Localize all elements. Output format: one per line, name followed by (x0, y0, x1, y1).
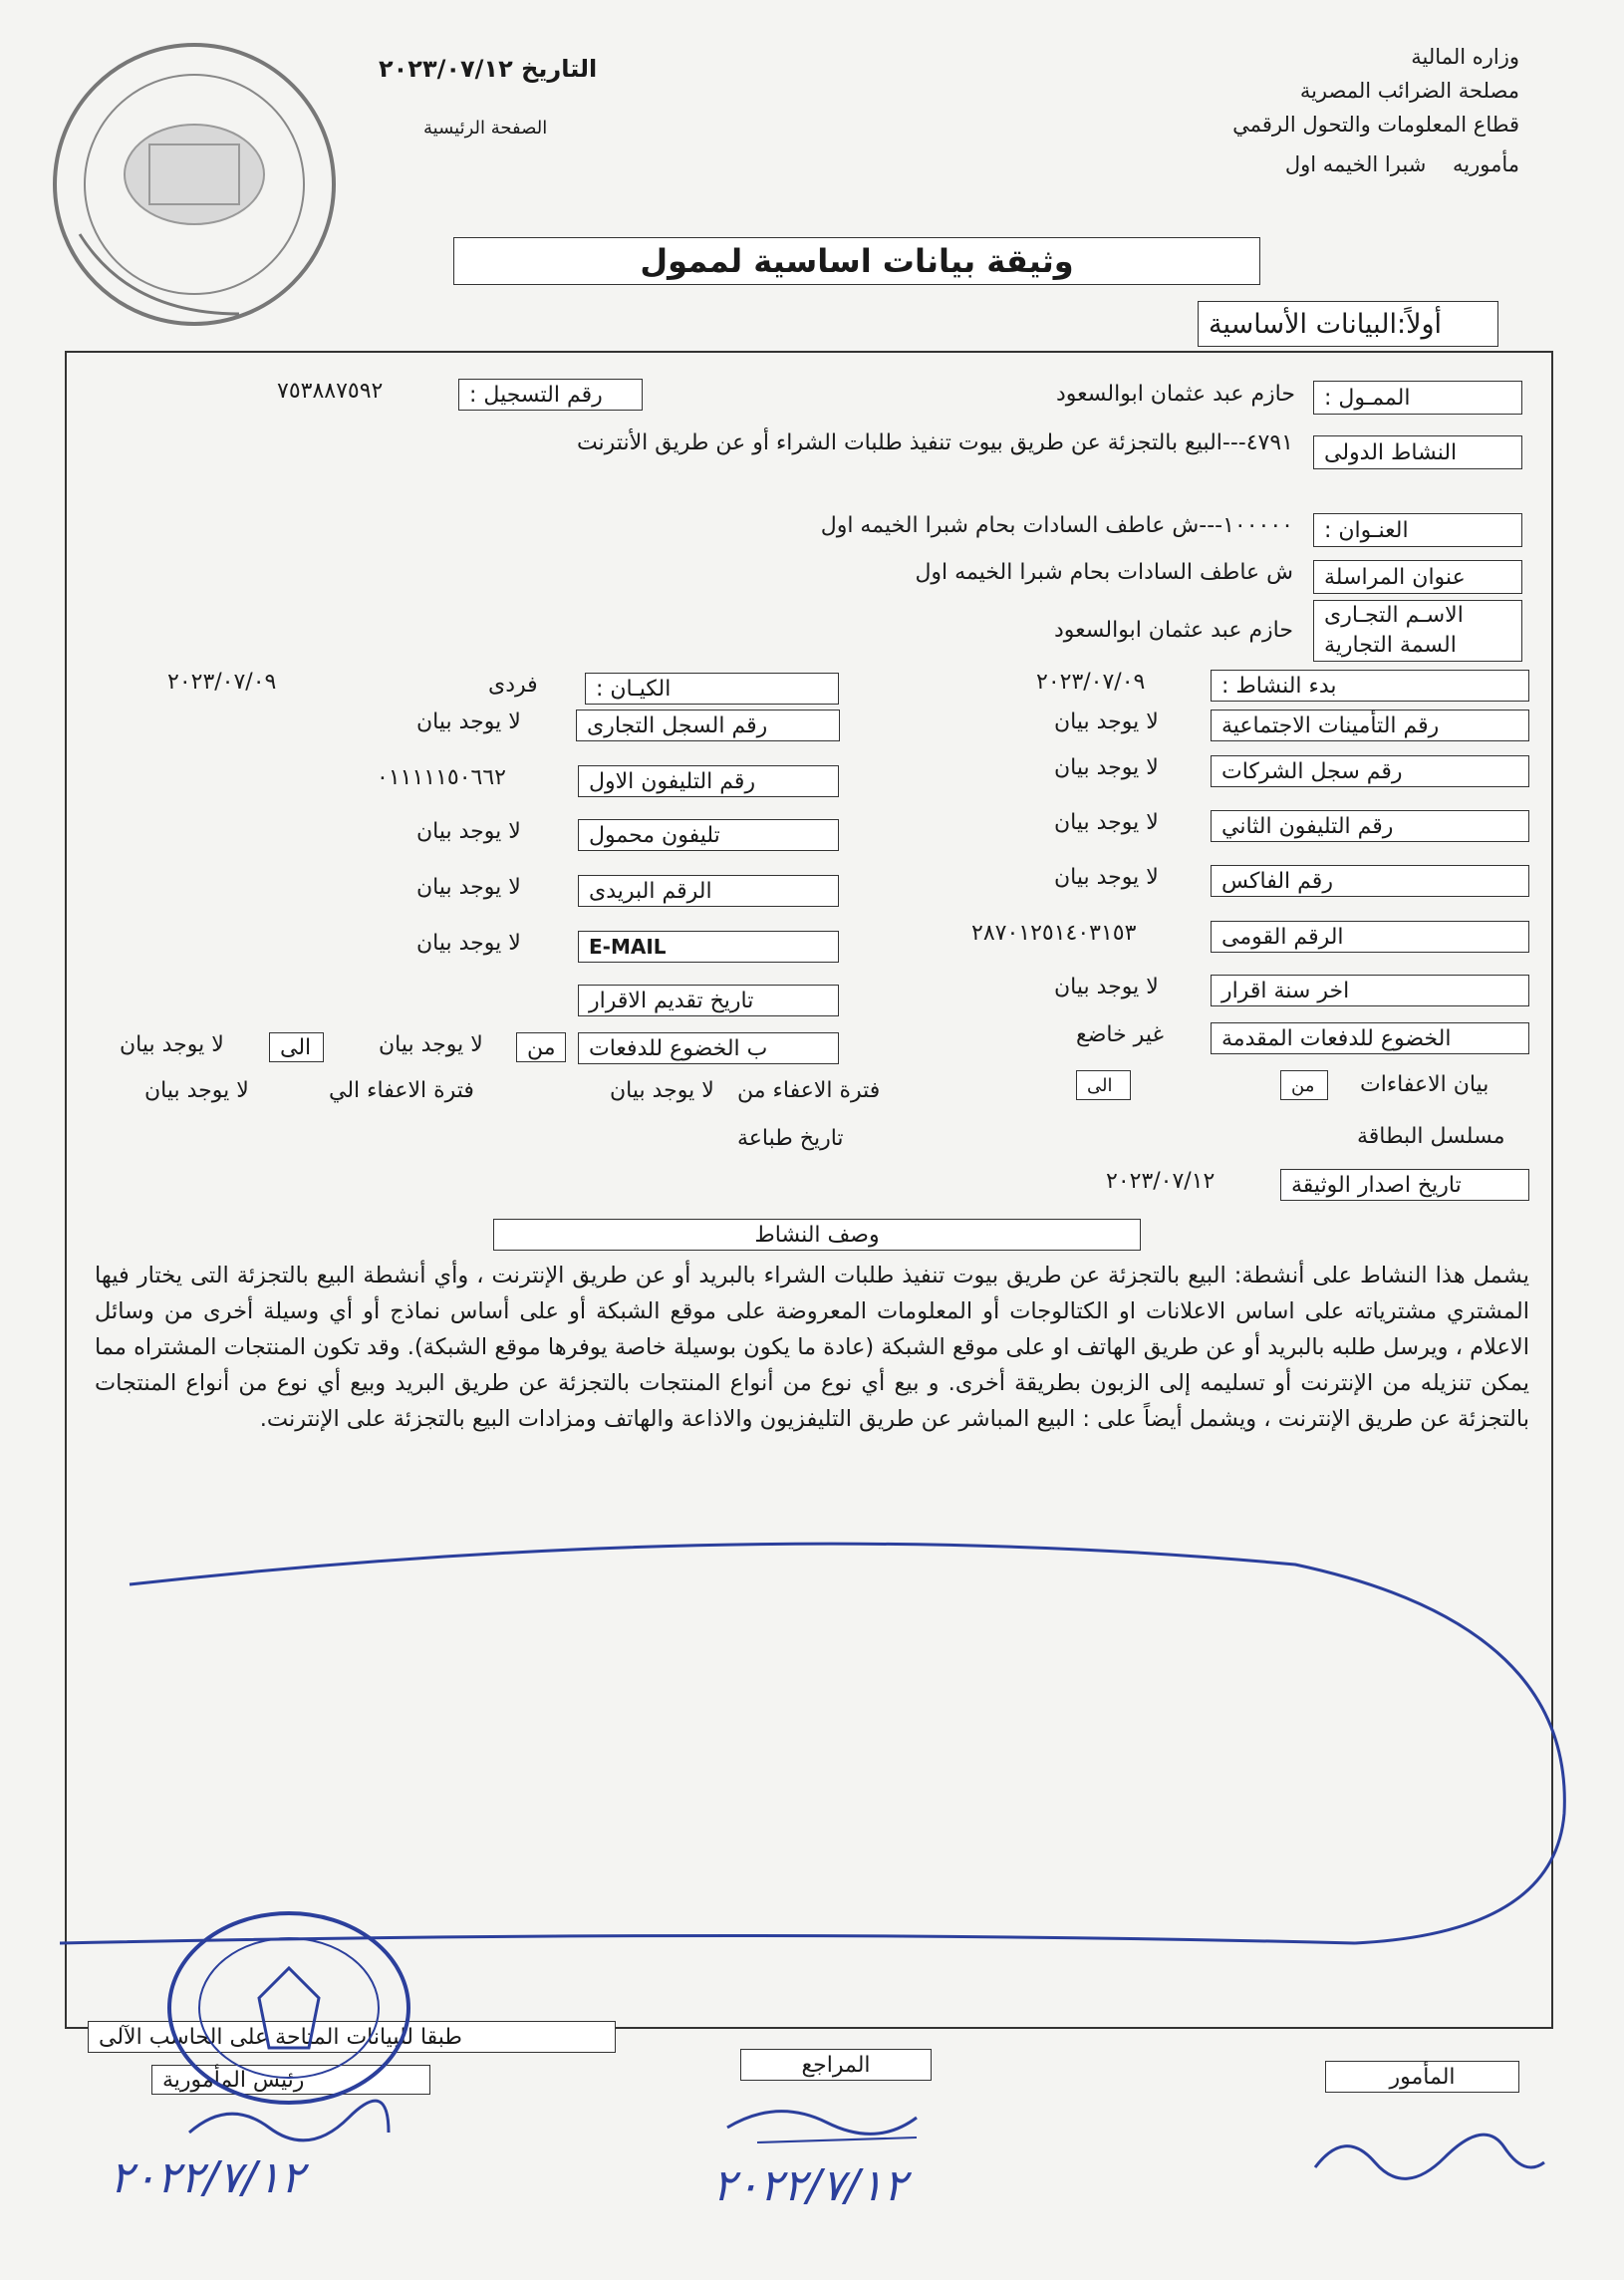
home-page-label: الصفحة الرئيسية (423, 118, 548, 139)
start-label: بدء النشاط : (1211, 670, 1529, 702)
start-value: ٢٠٢٣/٠٧/٠٩ (1036, 670, 1146, 695)
mail-address-label: عنوان المراسلة (1313, 560, 1522, 594)
exemptions-label: بيان الاعفاءات (1360, 1072, 1489, 1097)
exempt-period-to: فترة الاعفاء الي (329, 1078, 474, 1103)
companies-reg-label: رقم سجل الشركات (1211, 755, 1529, 787)
pen-loop-mark (60, 1525, 1594, 1963)
to-value: لا يوجد بيان (120, 1032, 224, 1057)
signature-officer (1305, 2118, 1554, 2197)
ministry-name: وزاره المالية (1411, 45, 1519, 69)
fax-value: لا يوجد بيان (1054, 865, 1159, 890)
registration-label: رقم التسجيل : (458, 379, 643, 411)
companies-reg-value: لا يوجد بيان (1054, 755, 1159, 780)
exempt-period-from-value: لا يوجد بيان (610, 1078, 714, 1103)
payments-label: الخضوع للدفعات المقدمة (1211, 1022, 1529, 1054)
document-title: وثيقة بيانات اساسية لممول (453, 237, 1260, 285)
from-value: لا يوجد بيان (379, 1032, 483, 1057)
taxpayer-label: الممـول : (1313, 381, 1522, 415)
tax-office-value: شبرا الخيمه اول (1284, 152, 1427, 176)
tax-office-label: مأموريه (1453, 152, 1519, 176)
phone1-value: ٠١١١١١٥٠٦٦٢ (377, 765, 506, 790)
address-label: العنـوان : (1313, 513, 1522, 547)
from-label: من (516, 1032, 566, 1062)
activity-desc-title: وصف النشاط (493, 1219, 1141, 1251)
exempt-to-label: الى (1076, 1070, 1131, 1100)
ministry-seal (40, 35, 359, 334)
signature-date-mid: ٢٠٢٢/٧/١٢ (712, 2160, 908, 2211)
entity-value: فردى (488, 673, 538, 698)
fax-label: رقم الفاكس (1211, 865, 1529, 897)
activity-value: ٤٧٩١---البيع بالتجزئة عن طريق بيوت تنفيذ طلبات الشراء أو عن طريق الأنترنت (576, 430, 1293, 455)
trade-name-value: حازم عبد عثمان ابوالسعود (1053, 618, 1293, 643)
header-date-value: ٢٠٢٣/٠٧/١٢ (379, 55, 513, 83)
taxpayer-value: حازم عبد عثمان ابوالسعود (1055, 382, 1295, 407)
issue-date-label: تاريخ اصدار الوثيقة (1280, 1169, 1529, 1201)
activity-desc-text: يشمل هذا النشاط على أنشطة: البيع بالتجزئة عن طريق بيوت تنفيذ طلبات الشراء بالبريد أو عن طريق الإنترنت ، وأي أنشطة البيع بالتجزئة التى يختار فيها المشتري مشترياته على اساس الاعلانات او الكتالوجات أو المعلومات المعروضة على موقع الشبكة أو على أساس نماذج أو أي وسيلة أخرى من وسائل الاعلام ، ويرسل طلبه بالبريد أو عن طريق الهاتف او على موقع الشبكة (عادة ما يكون بوسيلة خاصة يوفرها موقع الشبكة). وقد تكون المنتجات المشتراه مما يمكن تنزيله من الإنترنت أو تسليمه إلى الزبون بطريقة أخرى. و بيع أي نوع من أنواع المنتجات بالتجزئة عن طريق البريد وبيع أي نوع من أنواع المنتجات بالتجزئة عن طريق الإنترنت ، ويشمل أيضاً على : البيع المباشر عن طريق التليفزيون والاذاعة والهاتف ومزادات البيع بالتجزئة على الإنترنت. (95, 1263, 1529, 1432)
address-value: ١٠٠٠٠٠---ش عاطف السادات بحام شبرا الخيمه اول (820, 513, 1293, 538)
trade-name-label (1313, 600, 1522, 662)
exempt-period-to-value: لا يوجد بيان (144, 1078, 249, 1103)
payments-sub-label: ب الخضوع للدفعات (578, 1032, 839, 1064)
officer-label: المأمور (1325, 2061, 1519, 2093)
email-value: لا يوجد بيان (416, 931, 521, 956)
section-title: أولاً:البيانات الأساسية (1198, 301, 1498, 347)
header-date-label: التاريخ (521, 55, 598, 83)
national-id-label: الرقم القومى (1211, 921, 1529, 953)
card-serial-label: مسلسل البطاقة (1357, 1124, 1505, 1149)
phone1-label: رقم التليفون الاول (578, 765, 839, 797)
postal-label: الرقم البريدى (578, 875, 839, 907)
postal-value: لا يوجد بيان (416, 875, 521, 900)
national-id-value: ٢٨٧٠١٢٥١٤٠٣١٥٣ (971, 921, 1137, 946)
trade-name-label-1: الاسـم التجـارى (1324, 603, 1464, 628)
print-date-label: تاريخ طباعة (737, 1126, 844, 1151)
entity-label: الكيـان : (585, 673, 839, 705)
mail-address-value: ش عاطف السادات بحام شبرا الخيمه اول (915, 560, 1293, 585)
phone2-value: لا يوجد بيان (1054, 810, 1159, 835)
office-stamp (149, 1908, 428, 2108)
commercial-reg-value: لا يوجد بيان (416, 710, 521, 734)
exempt-period-from: فترة الاعفاء من (737, 1078, 881, 1103)
reviewer-label: المراجع (740, 2049, 932, 2081)
payments-value: غير خاضع (1076, 1022, 1164, 1047)
email-label: E-MAIL (578, 931, 839, 963)
trade-name-label-2: السمة التجارية (1324, 633, 1457, 658)
phone2-label: رقم التليفون الثاني (1211, 810, 1529, 842)
return-date-label: تاريخ تقديم الاقرار (578, 985, 839, 1016)
signature-reviewer (717, 2088, 956, 2157)
insurance-value: لا يوجد بيان (1054, 710, 1159, 734)
last-return-label: اخر سنة اقرار (1211, 975, 1529, 1006)
activity-label: النشاط الدولى (1313, 435, 1522, 469)
issue-date-value: ٢٠٢٣/٠٧/١٢ (1106, 1169, 1216, 1194)
exempt-from-label: من (1280, 1070, 1328, 1100)
to-label: الى (269, 1032, 324, 1062)
office-head-label: رئيس المأمورية (151, 2065, 430, 2095)
computer-note: طبقا للبيانات المتاحة على الحاسب الآلى (88, 2021, 616, 2053)
registration-value: ٧٥٣٨٨٧٥٩٢ (277, 379, 384, 404)
tax-office (1061, 147, 1519, 181)
authority-name: مصلحة الضرائب المصرية (1299, 79, 1519, 103)
last-return-value: لا يوجد بيان (1054, 975, 1159, 999)
signature-office-head (179, 2093, 399, 2152)
mobile-label: تليفون محمول (578, 819, 839, 851)
header-date (379, 55, 597, 83)
entity-date: ٢٠٢٣/٠٧/٠٩ (167, 670, 277, 695)
sector-name: قطاع المعلومات والتحول الرقمي (1232, 113, 1519, 137)
signature-date-left: ٢٠٢٢/٧/١٢ (110, 2152, 305, 2203)
mobile-value: لا يوجد بيان (416, 819, 521, 844)
insurance-label: رقم التأمينات الاجتماعية (1211, 710, 1529, 741)
commercial-reg-label: رقم السجل التجارى (576, 710, 840, 741)
